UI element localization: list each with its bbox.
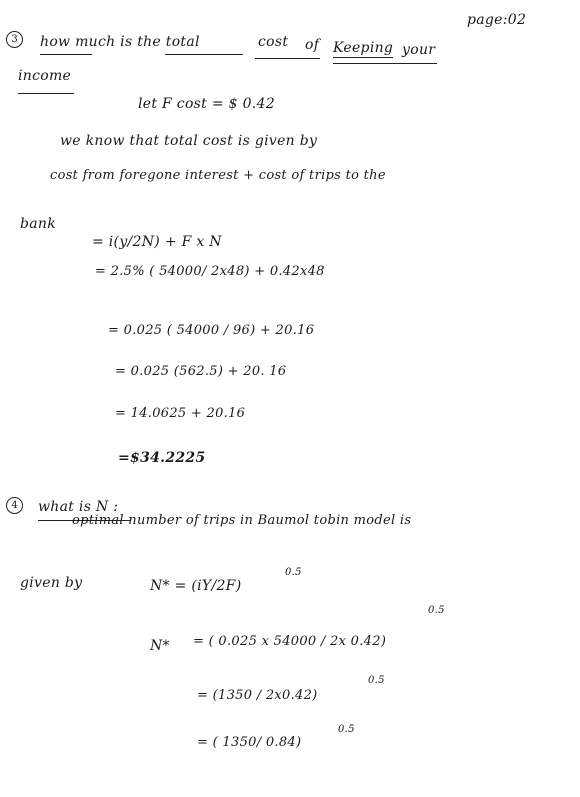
q4-formula: N* = (iY/2F) [150, 578, 242, 594]
q3-underline-3 [255, 58, 320, 59]
q3-underline-income [18, 93, 74, 94]
q3-heading-cost: cost [258, 34, 289, 50]
q4-eq3: = ( 1350/ 0.84) [197, 735, 302, 750]
q3-step-4: = 0.025 (562.5) + 20. 16 [115, 364, 287, 379]
q4-given-by: given by [20, 575, 83, 591]
q3-let-line: let F cost = $ 0.42 [138, 96, 275, 112]
q3-bank-word: bank [20, 216, 57, 232]
q3-underline-2 [165, 54, 243, 55]
q3-heading-keeping: Keeping [333, 40, 394, 56]
q4-eq1-lhs: N* [150, 638, 170, 654]
q3-result: =$34.2225 [118, 450, 206, 466]
question-3-marker: 3 [6, 31, 23, 48]
q3-step-2: = 2.5% ( 54000/ 2x48) + 0.42x48 [95, 264, 325, 279]
q3-underline-4 [333, 63, 437, 64]
q4-formula-exponent: 0.5 [285, 567, 302, 578]
q3-heading-of: of [305, 37, 320, 53]
q3-step-3: = 0.025 ( 54000 / 96) + 20.16 [108, 323, 315, 338]
q3-step-1: = i(y/2N) + F x N [92, 234, 222, 250]
q3-heading-your: your [402, 42, 436, 58]
question-4-marker: 4 [6, 497, 23, 514]
q3-heading-income: income [18, 68, 72, 84]
q3-underline-1 [40, 54, 92, 55]
q4-heading: what is N : [38, 499, 119, 515]
page-label: page:02 [467, 12, 527, 28]
q4-optimal-line: optimal number of trips in Baumol tobin model is [72, 513, 412, 528]
q3-heading-part1: how much is the total [40, 34, 200, 50]
q3-step-5: = 14.0625 + 20.16 [115, 406, 246, 421]
q3-formula-description: cost from foregone interest + cost of trips to the [50, 168, 386, 183]
q3-know-line: we know that total cost is given by [60, 133, 318, 149]
q4-eq2: = (1350 / 2x0.42) [197, 688, 318, 703]
q4-eq1-exponent: 0.5 [428, 605, 445, 616]
q4-eq1: = ( 0.025 x 54000 / 2x 0.42) [193, 634, 387, 649]
q4-eq2-exponent: 0.5 [368, 675, 385, 686]
q4-eq3-exponent: 0.5 [338, 724, 355, 735]
